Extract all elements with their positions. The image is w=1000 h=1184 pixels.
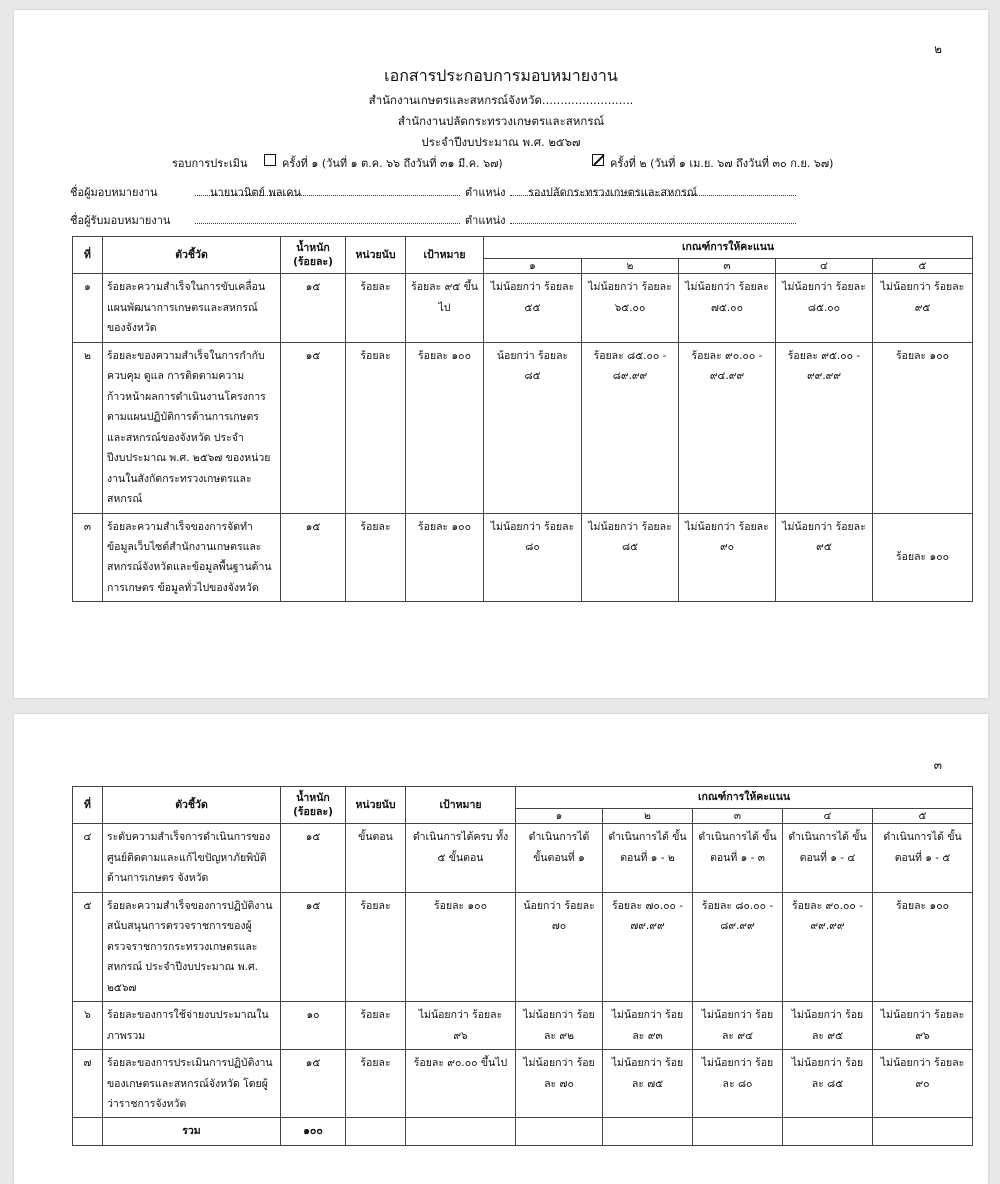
header-level-5: ๕	[873, 808, 973, 824]
header-weight: น้ำหนัก (ร้อยละ)	[281, 237, 346, 274]
header-level-5: ๕	[873, 258, 973, 274]
row-score-2: ไม่น้อยกว่า ร้อยละ ๗๕	[603, 1050, 693, 1118]
row-indicator: ร้อยละของการใช้จ่ายงบประมาณในภาพรวม	[103, 1002, 281, 1050]
fiscal-year-subtitle: ประจำปีงบประมาณ พ.ศ. ๒๕๖๗	[421, 135, 581, 149]
round2-checkbox[interactable]	[592, 154, 604, 168]
row-target: ร้อยละ ๑๐๐	[406, 513, 484, 602]
row-weight: ๑๕	[281, 892, 346, 1001]
row-score-1: ไม่น้อยกว่า ร้อยละ ๙๒	[516, 1002, 603, 1050]
row-score-2: ไม่น้อยกว่า ร้อยละ ๖๕.๐๐	[582, 274, 679, 342]
row-weight: ๑๕	[281, 274, 346, 342]
document-page-2	[14, 10, 988, 698]
header-level-4: ๔	[776, 258, 873, 274]
row-no: ๔	[73, 824, 103, 892]
row-score-1: ดำเนินการได้ ขั้นตอนที่ ๑	[516, 824, 603, 892]
row-target: ร้อยละ ๙๐.๐๐ ขึ้นไป	[406, 1050, 516, 1118]
row-score-5: ร้อยละ ๑๐๐	[873, 342, 973, 513]
header-target: เป้าหมาย	[406, 787, 516, 824]
kpi-table-page-3	[72, 786, 973, 1146]
row-target: ร้อยละ ๙๕ ขึ้นไป	[406, 274, 484, 342]
assigner-label: ชื่อผู้มอบหมายงาน	[70, 186, 158, 199]
row-indicator: ร้อยละของความสำเร็จในการกำกับ ควบคุม ดูแล การติดตามความก้าวหน้าผลการดำเนินงานโครงการตามแผนปฏิบัติการด้านการเกษตรและสหกรณ์ของจังหวัด ประจำปีงบประมาณ พ.ศ. ๒๕๖๗ ของหน่วยงานในสังกัดกระทรวงเกษตรและสหกรณ์	[103, 342, 281, 513]
row-unit: ร้อยละ	[346, 513, 406, 602]
round2-text: ครั้งที่ ๒ (วันที่ ๑ เม.ย. ๖๗ ถึงวันที่ ๓๐ ก.ย. ๖๗)	[610, 157, 834, 170]
unchecked-box-icon[interactable]	[264, 154, 276, 166]
document-page-3	[14, 714, 988, 1184]
header-level-1: ๑	[484, 258, 582, 274]
header-criteria: เกณฑ์การให้คะแนน	[516, 787, 973, 809]
row-score-4: ดำเนินการได้ ขั้นตอนที่ ๑ - ๔	[783, 824, 873, 892]
round1-text: ครั้งที่ ๑ (วันที่ ๑ ต.ค. ๖๖ ถึงวันที่ ๓๑ มี.ค. ๖๗)	[282, 157, 503, 170]
row-score-1: น้อยกว่า ร้อยละ ๘๕	[484, 342, 582, 513]
row-score-1: ไม่น้อยกว่า ร้อยละ ๘๐	[484, 513, 582, 602]
row-indicator: ระดับความสำเร็จการดำเนินการของศูนย์ติดตามและแก้ไขปัญหาภัยพิบัติด้านการเกษตร จังหวัด	[103, 824, 281, 892]
row-no: ๒	[73, 342, 103, 513]
kpi-table-page-2	[72, 236, 973, 602]
header-level-3: ๓	[693, 808, 783, 824]
row-no: ๗	[73, 1050, 103, 1118]
row-score-2: ไม่น้อยกว่า ร้อยละ ๙๓	[603, 1002, 693, 1050]
row-indicator: ร้อยละของการประเมินการปฏิบัติงานของเกษตรและสหกรณ์จังหวัด โดยผู้ว่าราชการจังหวัด	[103, 1050, 281, 1118]
header-level-1: ๑	[516, 808, 603, 824]
table-row	[73, 1050, 973, 1118]
header-level-2: ๒	[582, 258, 679, 274]
row-score-1: น้อยกว่า ร้อยละ ๗๐	[516, 892, 603, 1001]
row-score-1: ไม่น้อยกว่า ร้อยละ ๕๕	[484, 274, 582, 342]
total-weight: ๑๐๐	[281, 1118, 346, 1145]
total-row	[73, 1118, 973, 1145]
header-criteria: เกณฑ์การให้คะแนน	[484, 237, 973, 259]
header-level-3: ๓	[679, 258, 776, 274]
header-target: เป้าหมาย	[406, 237, 484, 274]
header-level-2: ๒	[603, 808, 693, 824]
header-indicator: ตัวชี้วัด	[103, 237, 281, 274]
page-number: ๓	[933, 758, 942, 772]
header-level-4: ๔	[783, 808, 873, 824]
office-subtitle: สำนักงานเกษตรและสหกรณ์จังหวัด.........................	[368, 93, 634, 107]
header-no: ที่	[73, 787, 103, 824]
row-score-4: ร้อยละ ๙๕.๐๐ - ๙๙.๙๙	[776, 342, 873, 513]
row-weight: ๑๐	[281, 1002, 346, 1050]
page-number: ๒	[934, 42, 942, 56]
row-score-2: ร้อยละ ๗๐.๐๐ - ๗๙.๙๙	[603, 892, 693, 1001]
assigner-position-label: ตำแหน่ง	[465, 186, 506, 199]
row-target: ดำเนินการได้ครบ ทั้ง ๕ ขั้นตอน	[406, 824, 516, 892]
row-score-1: ไม่น้อยกว่า ร้อยละ ๗๐	[516, 1050, 603, 1118]
ministry-subtitle: สำนักงานปลัดกระทรวงเกษตรและสหกรณ์	[397, 114, 605, 128]
total-label: รวม	[103, 1118, 281, 1145]
table-row	[73, 892, 973, 1001]
row-weight: ๑๕	[281, 1050, 346, 1118]
row-score-4: ไม่น้อยกว่า ร้อยละ ๘๕	[783, 1050, 873, 1118]
row-weight: ๑๕	[281, 513, 346, 602]
row-weight: ๑๕	[281, 342, 346, 513]
header-no: ที่	[73, 237, 103, 274]
row-unit: ขั้นตอน	[346, 824, 406, 892]
round-label: รอบการประเมิน	[172, 157, 248, 170]
table-row	[73, 342, 973, 513]
assigner-position: รองปลัดกระทรวงเกษตรและสหกรณ์	[528, 186, 698, 199]
row-no: ๓	[73, 513, 103, 602]
header-unit: หน่วยนับ	[346, 237, 406, 274]
row-unit: ร้อยละ	[346, 1050, 406, 1118]
checked-box-icon[interactable]	[592, 154, 604, 166]
assigner-name: นายนวนิตย์ พลเคน	[210, 186, 302, 199]
assignee-position-label: ตำแหน่ง	[465, 214, 506, 227]
row-target: ร้อยละ ๑๐๐	[406, 892, 516, 1001]
row-score-5: ดำเนินการได้ ขั้นตอนที่ ๑ - ๕	[873, 824, 973, 892]
row-weight: ๑๕	[281, 824, 346, 892]
row-indicator: ร้อยละความสำเร็จของการปฏิบัติงานสนับสนุนการตรวจราชการของผู้ตรวจราชการกระทรวงเกษตรและสหกรณ์ ประจำปีงบประมาณ พ.ศ. ๒๕๖๗	[103, 892, 281, 1001]
row-score-5: ไม่น้อยกว่า ร้อยละ ๙๐	[873, 1050, 973, 1118]
header-weight: น้ำหนัก (ร้อยละ)	[281, 787, 346, 824]
row-score-3: ร้อยละ ๘๐.๐๐ - ๘๙.๙๙	[693, 892, 783, 1001]
table-row	[73, 274, 973, 342]
document-title: เอกสารประกอบการมอบหมายงาน	[384, 66, 618, 85]
row-score-4: ร้อยละ ๙๐.๐๐ - ๙๙.๙๙	[783, 892, 873, 1001]
row-score-3: ไม่น้อยกว่า ร้อยละ ๙๐	[679, 513, 776, 602]
table-row	[73, 824, 973, 892]
row-score-4: ไม่น้อยกว่า ร้อยละ ๙๕	[783, 1002, 873, 1050]
row-score-2: ร้อยละ ๘๕.๐๐ - ๘๙.๙๙	[582, 342, 679, 513]
row-score-3: ไม่น้อยกว่า ร้อยละ ๗๕.๐๐	[679, 274, 776, 342]
row-unit: ร้อยละ	[346, 342, 406, 513]
row-no: ๑	[73, 274, 103, 342]
row-score-5: ร้อยละ ๑๐๐	[873, 892, 973, 1001]
row-score-3: ไม่น้อยกว่า ร้อยละ ๘๐	[693, 1050, 783, 1118]
row-indicator: ร้อยละความสำเร็จในการขับเคลื่อนแผนพัฒนาการเกษตรและสหกรณ์ของจังหวัด	[103, 274, 281, 342]
header-unit: หน่วยนับ	[346, 787, 406, 824]
header-indicator: ตัวชี้วัด	[103, 787, 281, 824]
row-no: ๕	[73, 892, 103, 1001]
row-target: ไม่น้อยกว่า ร้อยละ ๙๖	[406, 1002, 516, 1050]
row-score-2: ไม่น้อยกว่า ร้อยละ ๘๕	[582, 513, 679, 602]
row-score-5: ไม่น้อยกว่า ร้อยละ ๙๖	[873, 1002, 973, 1050]
row-unit: ร้อยละ	[346, 1002, 406, 1050]
row-score-3: ดำเนินการได้ ขั้นตอนที่ ๑ - ๓	[693, 824, 783, 892]
row-score-3: ร้อยละ ๙๐.๐๐ - ๙๔.๙๙	[679, 342, 776, 513]
row-unit: ร้อยละ	[346, 892, 406, 1001]
row-score-5: ร้อยละ ๑๐๐	[873, 513, 973, 602]
row-unit: ร้อยละ	[346, 274, 406, 342]
row-score-5: ไม่น้อยกว่า ร้อยละ ๙๕	[873, 274, 973, 342]
row-score-3: ไม่น้อยกว่า ร้อยละ ๙๔	[693, 1002, 783, 1050]
assignee-label: ชื่อผู้รับมอบหมายงาน	[70, 214, 171, 227]
table-row	[73, 1002, 973, 1050]
row-score-4: ไม่น้อยกว่า ร้อยละ ๙๕	[776, 513, 873, 602]
table-row	[73, 513, 973, 602]
row-indicator: ร้อยละความสำเร็จของการจัดทำข้อมูลเว็บไซต์สำนักงานเกษตรและสหกรณ์จังหวัดและข้อมูลพื้นฐานด้านการเกษตร ข้อมูลทั่วไปของจังหวัด	[103, 513, 281, 602]
row-score-2: ดำเนินการได้ ขั้นตอนที่ ๑ - ๒	[603, 824, 693, 892]
row-target: ร้อยละ ๑๐๐	[406, 342, 484, 513]
row-no: ๖	[73, 1002, 103, 1050]
round1-checkbox[interactable]	[264, 154, 276, 168]
row-score-4: ไม่น้อยกว่า ร้อยละ ๘๕.๐๐	[776, 274, 873, 342]
